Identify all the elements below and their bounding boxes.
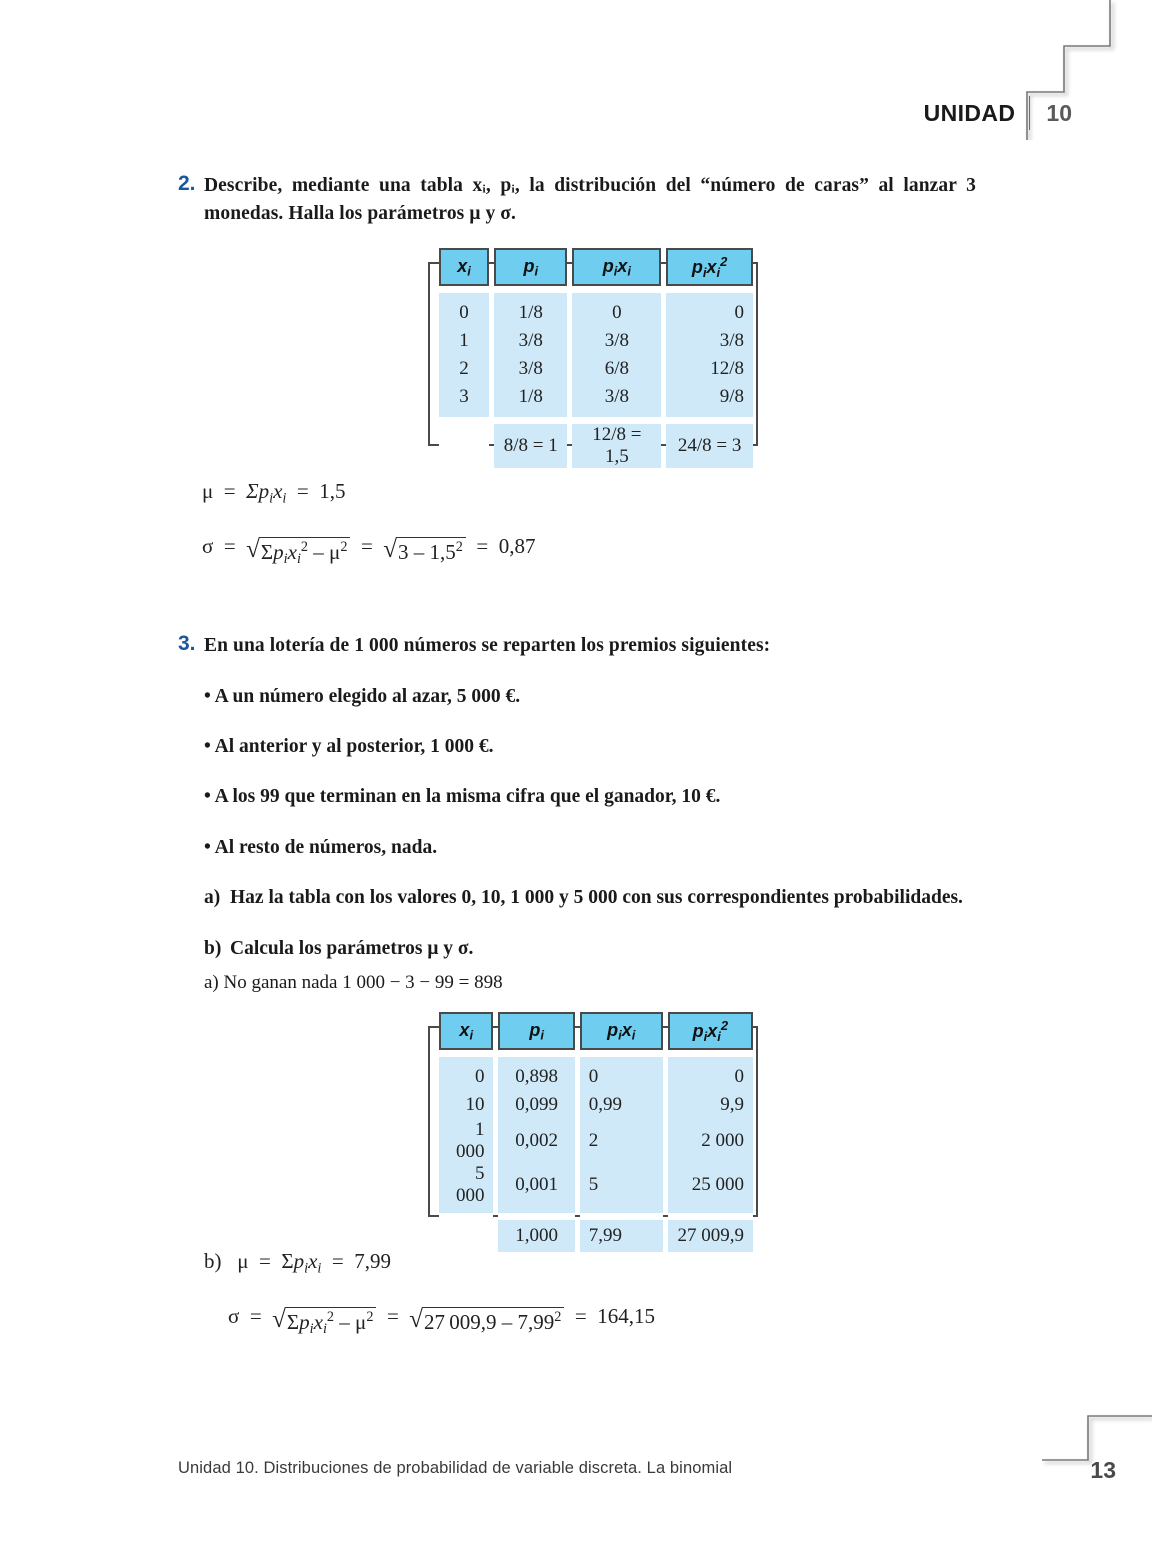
table-row xyxy=(439,293,753,327)
cell-xi: 0 xyxy=(439,293,489,327)
subitem-a-label: a) xyxy=(204,886,221,908)
cell-total-xi xyxy=(439,424,489,468)
col-header-pi: $p_i$ xyxy=(494,248,567,286)
sigma-value: 0,87 xyxy=(498,534,536,558)
radical-sign-icon: √ xyxy=(246,535,260,563)
cell-xi: 10 xyxy=(439,1091,493,1119)
equals-2: = xyxy=(296,479,309,503)
radical-sign-icon: √ xyxy=(383,535,398,563)
mu-symbol: μ xyxy=(237,1249,249,1273)
subitem-a-text: Haz la tabla con los valores 0, 10, 1 000 y 5 000 con sus correspondientes probabilidades. xyxy=(230,886,963,908)
distribution-table-2 xyxy=(434,1012,758,1252)
table-1-body xyxy=(439,286,753,468)
col-header-pixi: $p_ix_i$ xyxy=(572,248,661,286)
distribution-table-1 xyxy=(434,248,758,468)
table-spacer-row xyxy=(439,286,753,293)
col-header-pi: $p_i$ xyxy=(498,1012,574,1050)
mu-value: 1,5 xyxy=(319,479,346,503)
exercise-2-mu-formula xyxy=(202,481,345,506)
unit-header xyxy=(924,96,1072,130)
table-header-row xyxy=(439,1012,753,1050)
cell-pixi: 3/8 xyxy=(572,383,661,417)
table-2-wrapper xyxy=(428,1012,758,1246)
radicand-1: $\Sigma p_ix_i^2 - \mu^2$ xyxy=(259,537,351,566)
table-spacer-row xyxy=(439,1050,753,1057)
radicand-1: $\Sigma p_ix_i^2 - \mu^2$ xyxy=(285,1307,377,1336)
mu-symbol: μ xyxy=(202,479,214,503)
table-row xyxy=(439,1163,753,1213)
cell-pixi: 0 xyxy=(580,1057,663,1091)
radical-sign-icon: √ xyxy=(409,1305,424,1333)
cell-pixi: 0 xyxy=(572,293,661,327)
exercise-3-answer-a: a) No ganan nada 1 000 − 3 − 99 = 898 xyxy=(204,972,503,993)
table-1-wrapper xyxy=(428,248,758,467)
col-header-pixi: $p_ix_i$ xyxy=(580,1012,663,1050)
cell-total-pixi: 12/8 = 1,5 xyxy=(572,424,661,468)
list-item: • Al anterior y al posterior, 1 000 €. xyxy=(204,735,494,757)
exercise-3-subitem-b xyxy=(204,935,978,963)
cell-total-pi: 1,000 xyxy=(498,1220,574,1252)
radicand-2: $3 - 1,5^2$ xyxy=(396,537,466,563)
cell-pi: 0,002 xyxy=(498,1119,574,1163)
list-item: • Al resto de números, nada. xyxy=(204,836,438,858)
sigma-value: 164,15 xyxy=(597,1304,655,1328)
cell-pixi2: 25 000 xyxy=(668,1163,753,1213)
table-row xyxy=(439,383,753,417)
cell-pi: 3/8 xyxy=(494,355,567,383)
cell-xi: 5 000 xyxy=(439,1163,493,1213)
table-spacer-row xyxy=(439,417,753,424)
radicand-2: 27 009,9 – 7,99$^2$ xyxy=(422,1307,564,1333)
unit-divider xyxy=(1029,96,1030,130)
cell-total-pi: 8/8 = 1 xyxy=(494,424,567,468)
cell-total-xi xyxy=(439,1220,493,1252)
mu-expression: $\Sigma p_ix_i$ xyxy=(246,479,287,507)
list-item: • A un número elegido al azar, 5 000 €. xyxy=(204,685,521,707)
cell-total-pixi2: 24/8 = 3 xyxy=(666,424,753,468)
radical-1 xyxy=(246,537,350,566)
cell-pixi: 0,99 xyxy=(580,1091,663,1119)
list-item: • A los 99 que terminan en la misma cifra que el ganador, 10 €. xyxy=(204,786,721,808)
cell-pixi2: 9,9 xyxy=(668,1091,753,1119)
exercise-3-mu-formula xyxy=(204,1251,391,1276)
radical-2 xyxy=(409,1307,564,1333)
cell-xi: 0 xyxy=(439,1057,493,1091)
sigma-symbol: σ xyxy=(202,534,214,558)
footer-text: Unidad 10. Distribuciones de probabilidad de variable discreta. La binomial xyxy=(178,1459,733,1477)
table-row xyxy=(439,1091,753,1119)
subitem-b-label: b) xyxy=(204,937,222,959)
cell-pixi: 2 xyxy=(580,1119,663,1163)
exercise-3-heading xyxy=(178,632,978,660)
table-row xyxy=(439,1057,753,1091)
cell-total-pixi2: 27 009,9 xyxy=(668,1220,753,1252)
table-row xyxy=(439,355,753,383)
table-row xyxy=(439,1119,753,1163)
cell-pi: 0,898 xyxy=(498,1057,574,1091)
page-number: 13 xyxy=(1090,1457,1116,1483)
col-header-xi: $x_i$ xyxy=(439,248,489,286)
exercise-2-statement: Describe, mediante una tabla xᵢ, pᵢ, la distribución del “número de caras” al lanzar 3 monedas. Halla los parámetros μ y σ. xyxy=(204,175,976,224)
table-totals-row xyxy=(439,424,753,468)
exercise-2-sigma-formula: σ = √ $\Sigma p_ix_i^2 - \mu^2$ = √ $3 - 1,5^2$ = 0,87 xyxy=(202,534,536,567)
cell-xi: 2 xyxy=(439,355,489,383)
exercise-2 xyxy=(178,172,978,227)
cell-pixi2: 3/8 xyxy=(666,327,753,355)
exercise-3 xyxy=(178,632,978,962)
col-header-pixi2: $p_ix_i^2$ xyxy=(666,248,753,286)
mu-prefix: b) xyxy=(204,1249,222,1273)
cell-xi: 1 xyxy=(439,327,489,355)
exercise-3-subitem-a xyxy=(204,884,978,912)
cell-xi: 3 xyxy=(439,383,489,417)
radical-sign-icon: √ xyxy=(272,1305,286,1333)
equals-1: = xyxy=(223,479,236,503)
cell-pi: 1/8 xyxy=(494,383,567,417)
cell-pixi: 3/8 xyxy=(572,327,661,355)
mu-expression: $\Sigma p_ix_i$ xyxy=(281,1249,322,1277)
unit-label: UNIDAD xyxy=(923,99,1016,126)
cell-xi: 1 000 xyxy=(439,1119,493,1163)
cell-pixi: 6/8 xyxy=(572,355,661,383)
table-header-row xyxy=(439,248,753,286)
cell-pixi: 5 xyxy=(580,1163,663,1213)
col-header-pixi2: $p_ix_i^2$ xyxy=(668,1012,753,1050)
exercise-3-statement: En una lotería de 1 000 números se reparten los premios siguientes: xyxy=(204,635,771,656)
cell-pixi2: 0 xyxy=(666,293,753,327)
exercise-3-sigma-formula: σ = √ $\Sigma p_ix_i^2 - \mu^2$ = √ 27 009,9 – 7,99$^2$ = 164,15 xyxy=(228,1304,655,1337)
col-header-xi: $x_i$ xyxy=(439,1012,493,1050)
cell-pi: 0,001 xyxy=(498,1163,574,1213)
cell-pi: 1/8 xyxy=(494,293,567,327)
table-row xyxy=(439,327,753,355)
cell-pi: 3/8 xyxy=(494,327,567,355)
equals-2: = xyxy=(331,1249,344,1273)
radical-2 xyxy=(383,537,466,563)
cell-pi: 0,099 xyxy=(498,1091,574,1119)
exercise-2-heading xyxy=(178,172,978,227)
cell-pixi2: 12/8 xyxy=(666,355,753,383)
equals-1: = xyxy=(259,1249,271,1273)
cell-pixi2: 9/8 xyxy=(666,383,753,417)
table-2-body xyxy=(439,1050,753,1252)
exercise-3-bullet-list xyxy=(204,683,978,861)
subitem-b-text: Calcula los parámetros μ y σ. xyxy=(230,937,474,959)
table-totals-row xyxy=(439,1220,753,1252)
cell-pixi2: 0 xyxy=(668,1057,753,1091)
exercise-2-number: 2. xyxy=(178,172,196,195)
sigma-symbol: σ xyxy=(228,1304,240,1328)
radical-1 xyxy=(272,1307,376,1336)
exercise-3-number: 3. xyxy=(178,632,196,655)
mu-value: 7,99 xyxy=(354,1249,391,1273)
cell-pixi2: 2 000 xyxy=(668,1119,753,1163)
cell-total-pixi: 7,99 xyxy=(580,1220,663,1252)
table-spacer-row xyxy=(439,1213,753,1220)
unit-number: 10 xyxy=(1046,99,1072,126)
